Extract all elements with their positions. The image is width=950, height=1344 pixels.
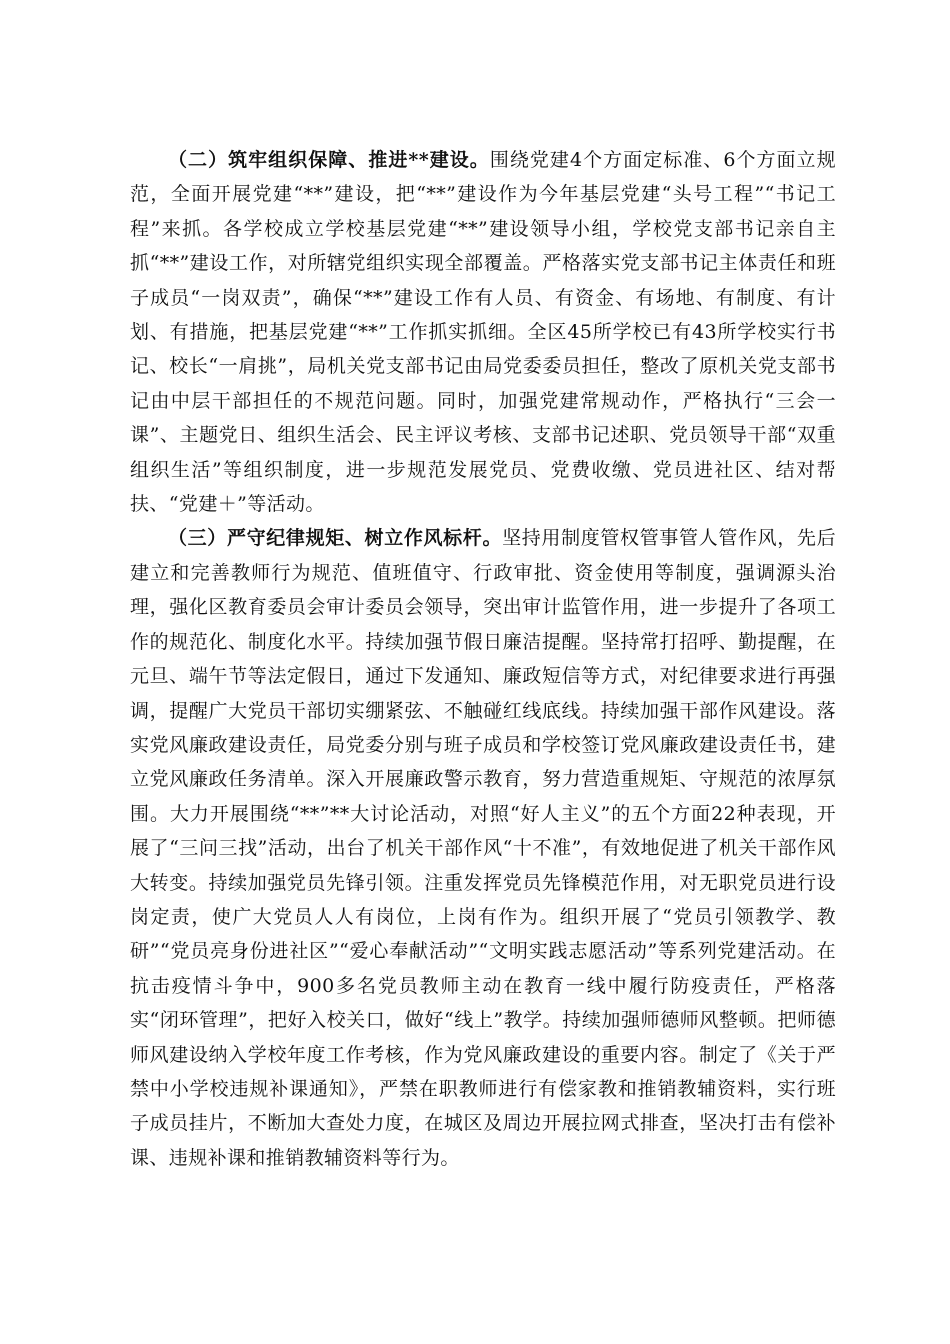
section-paragraph-2 <box>130 143 836 521</box>
section-heading: （三）严守纪律规矩、树立作风标杆。 <box>168 527 503 550</box>
section-heading: （二）筑牢组织保障、推进**建设。 <box>168 149 490 171</box>
section-paragraph-3 <box>130 521 836 1175</box>
section-body: 坚持用制度管权管事管人管作风，先后建立和完善教师行为规范、值班值守、行政审批、资金使用等制度，强调源头治理，强化区教育委员会审计委员会领导，突出审计监管作用，进一步提升了各项工作的规范化、制度化水平。持续加强节假日廉洁提醒。坚持常打招呼、勤提醒，在元旦、端午节等法定假日，通过下发通知、廉政短信等方式，对纪律要求进行再强调，提醒广大党员干部切实绷紧弦、不触碰红线底线。持续加强干部作风建设。落实党风廉政建设责任，局党委分别与班子成员和学校签订党风廉政建设责任书，建立党风廉政任务清单。深入开展廉政警示教育，努力营造重规矩、守规范的浓厚氛围。大力开展围绕“**”**大讨论活动，对照“好人主义”的五个方面22种表现，开展了“三问三找”活动，出台了机关干部作风“十不准”，有效地促进了机关干部作风大转变。持续加强党员先锋引领。注重发挥党员先锋模范作用，对无职党员进行设岗定责，使广大党员人人有岗位，上岗有作为。组织开展了“党员引领教学、教研”“党员亮身份进社区”“爱心奉献活动”“文明实践志愿活动”等系列党建活动。在抗击疫情斗争中，900多名党员教师主动在教育一线中履行防疫责任，严格落实“闭环管理”，把好入校关口，做好“线上”教学。持续加强师德师风整顿。把师德师风建设纳入学校年度工作考核，作为党风廉政建设的重要内容。制定了《关于严禁中小学校违规补课通知》，严禁在职教师进行有偿家教和推销教辅资料，实行班子成员挂片，不断加大查处力度，在城区及周边开展拉网式排查，坚决打击有偿补课、违规补课和推销教辅资料等行为。 <box>130 527 836 1169</box>
document-page <box>130 143 836 1175</box>
section-body: 围绕党建4个方面定标准、6个方面立规范，全面开展党建“**”建设，把“**”建设作为今年基层党建“头号工程”“书记工程”来抓。各学校成立学校基层党建“**”建设领导小组，学校党支部书记亲自主抓“**”建设工作，对所辖党组织实现全部覆盖。严格落实党支部书记主体责任和班子成员“一岗双责”，确保“**”建设工作有人员、有资金、有场地、有制度、有计划、有措施，把基层党建“**”工作抓实抓细。全区45所学校已有43所学校实行书记、校长“一肩挑”，局机关党支部书记由局党委委员担任，整改了原机关党支部书记由中层干部担任的不规范问题。同时，加强党建常规动作，严格执行“三会一课”、主题党日、组织生活会、民主评议考核、支部书记述职、党员领导干部“双重组织生活”等组织制度，进一步规范发展党员、党费收缴、党员进社区、结对帮扶、“党建＋”等活动。 <box>130 149 836 516</box>
